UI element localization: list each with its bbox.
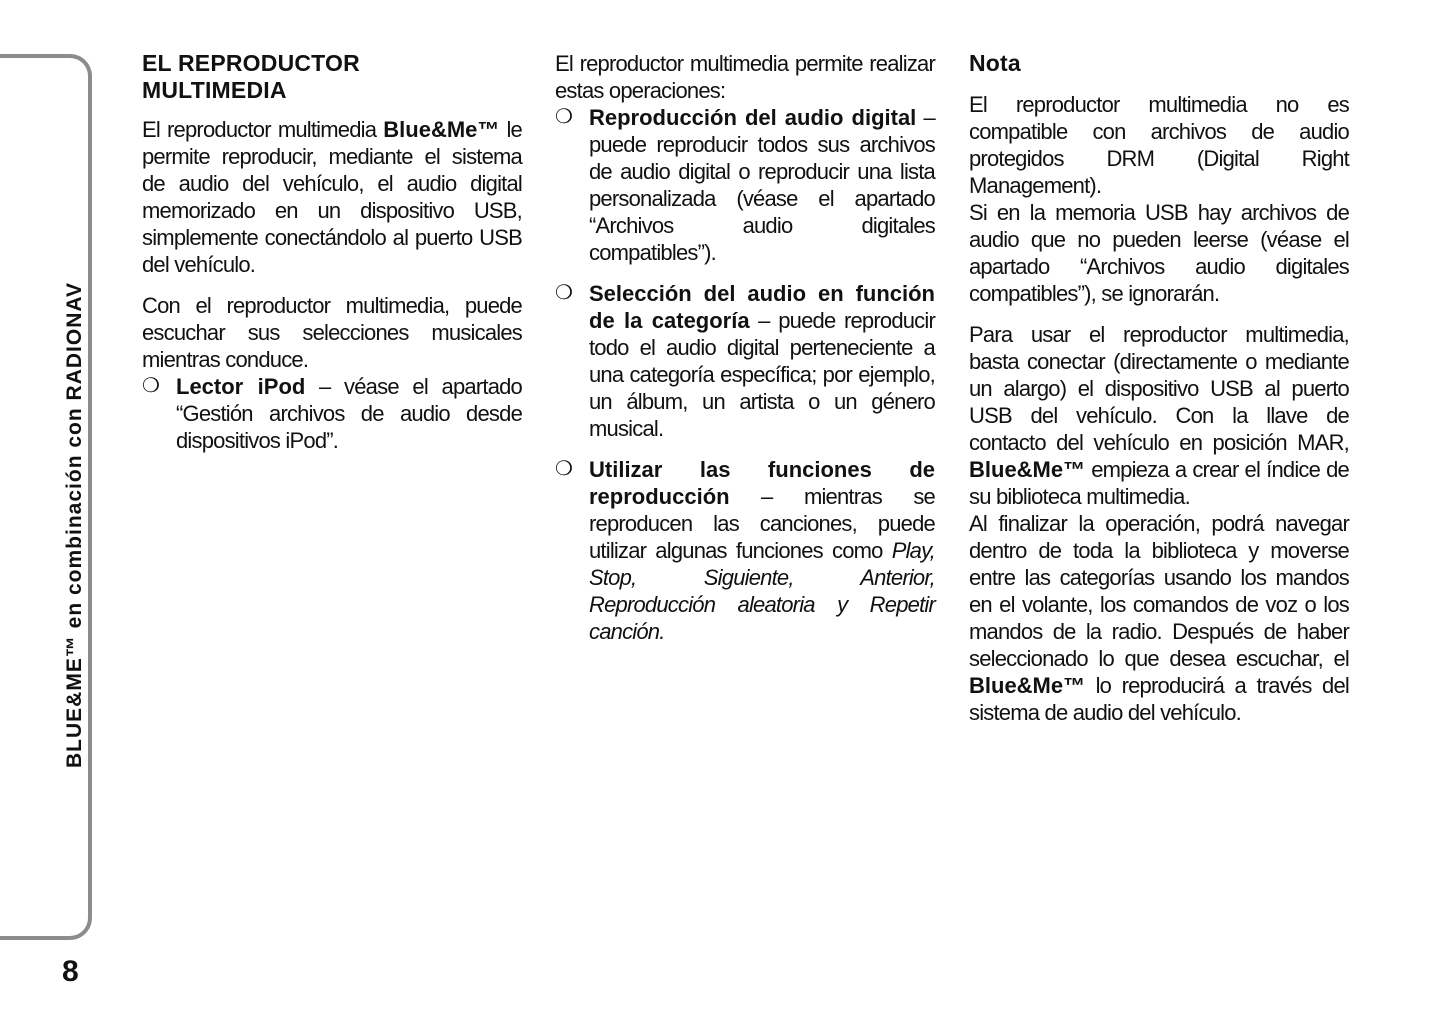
paragraph	[969, 321, 1349, 510]
bullet-text: – puede reproducir todo el audio digital perteneciente a una categoría específica; por ejemplo, un álbum, un artista o un género musical.	[589, 308, 935, 441]
bullet-item-ipod	[142, 373, 522, 454]
bullet-title: Reproducción del audio digital	[589, 105, 917, 130]
paragraph	[969, 510, 1349, 726]
brand-name: Blue&Me™	[383, 117, 500, 142]
text: le permite reproducir, mediante el sistema de audio del vehículo, el audio digital memorizado en un dispositivo USB, simplemente conectándolo al puerto USB del vehículo.	[142, 117, 522, 277]
bullet-item	[555, 104, 935, 266]
text: lo reproducirá a través del sistema de audio del vehículo.	[969, 673, 1349, 725]
section-heading-line1: EL REPRODUCTOR	[142, 50, 360, 76]
intro-paragraph: El reproductor multimedia permite realizar estas operaciones:	[555, 51, 935, 103]
bullet-circle-icon: ❍	[555, 458, 573, 480]
brand-name: Blue&Me™	[969, 457, 1086, 482]
text: Al finalizar la operación, podrá navegar dentro de toda la biblioteca y moverse entre las categorías usando los mandos en el volante, los comandos de voz o los mandos de la radio. Después de haber seleccionado lo que desea escuchar, el	[969, 511, 1349, 671]
note-heading: Nota	[969, 50, 1021, 76]
bullet-title: Utilizar las funciones de reproducción	[589, 457, 935, 509]
bullet-text: – véase el apartado “Gestión archivos de audio desde dispositivos iPod”.	[176, 374, 522, 453]
paragraph: Con el reproductor multimedia, puede escuchar sus selecciones musicales mientras conduce.	[142, 293, 522, 372]
bullet-circle-icon: ❍	[555, 106, 573, 128]
bullet-item	[555, 456, 935, 645]
section-heading-line2: MULTIMEDIA	[142, 77, 287, 103]
bullet-circle-icon: ❍	[142, 375, 160, 397]
bullet-title: Lector iPod	[176, 374, 306, 399]
brand-name: Blue&Me™	[969, 673, 1086, 698]
page-number: 8	[62, 955, 79, 988]
text: El reproductor multimedia	[142, 117, 384, 142]
paragraph: El reproductor multimedia no es compatible con archivos de audio protegidos DRM (Digital Right Management).	[969, 92, 1349, 198]
section-heading	[142, 50, 522, 104]
column-right	[969, 50, 1349, 726]
intro-paragraph	[142, 116, 522, 278]
section-title-vertical: BLUE&ME™ en combinación con RADIONAV	[63, 282, 86, 768]
bullet-text: – mientras se reproducen las canciones, puede utilizar algunas funciones como	[589, 484, 935, 563]
bullet-item	[555, 280, 935, 442]
paragraph: Si en la memoria USB hay archivos de audio que no pueden leerse (véase el apartado “Archivos audio digitales compatibles”), se ignorarán.	[969, 200, 1349, 306]
text: Para usar el reproductor multimedia, basta conectar (directamente o mediante un alargo) el dispositivo USB al puerto USB del vehículo. Con la llave de contacto del vehículo en posición MAR,	[969, 322, 1349, 455]
bullet-text: – puede reproducir todos sus archivos de audio digital o reproducir una lista personalizada (véase el apartado “Archivos audio digitales compatibles”).	[589, 105, 935, 265]
bullet-circle-icon: ❍	[555, 282, 573, 304]
column-middle	[555, 50, 935, 645]
bullet-title: Selección del audio en función de la categoría	[589, 281, 935, 333]
text: empieza a crear el índice de su biblioteca multimedia.	[969, 457, 1349, 509]
bullet-italic-text: Play, Stop, Siguiente, Anterior, Reproducción aleatoria y Repetir canción.	[589, 538, 935, 644]
column-left	[142, 50, 522, 454]
